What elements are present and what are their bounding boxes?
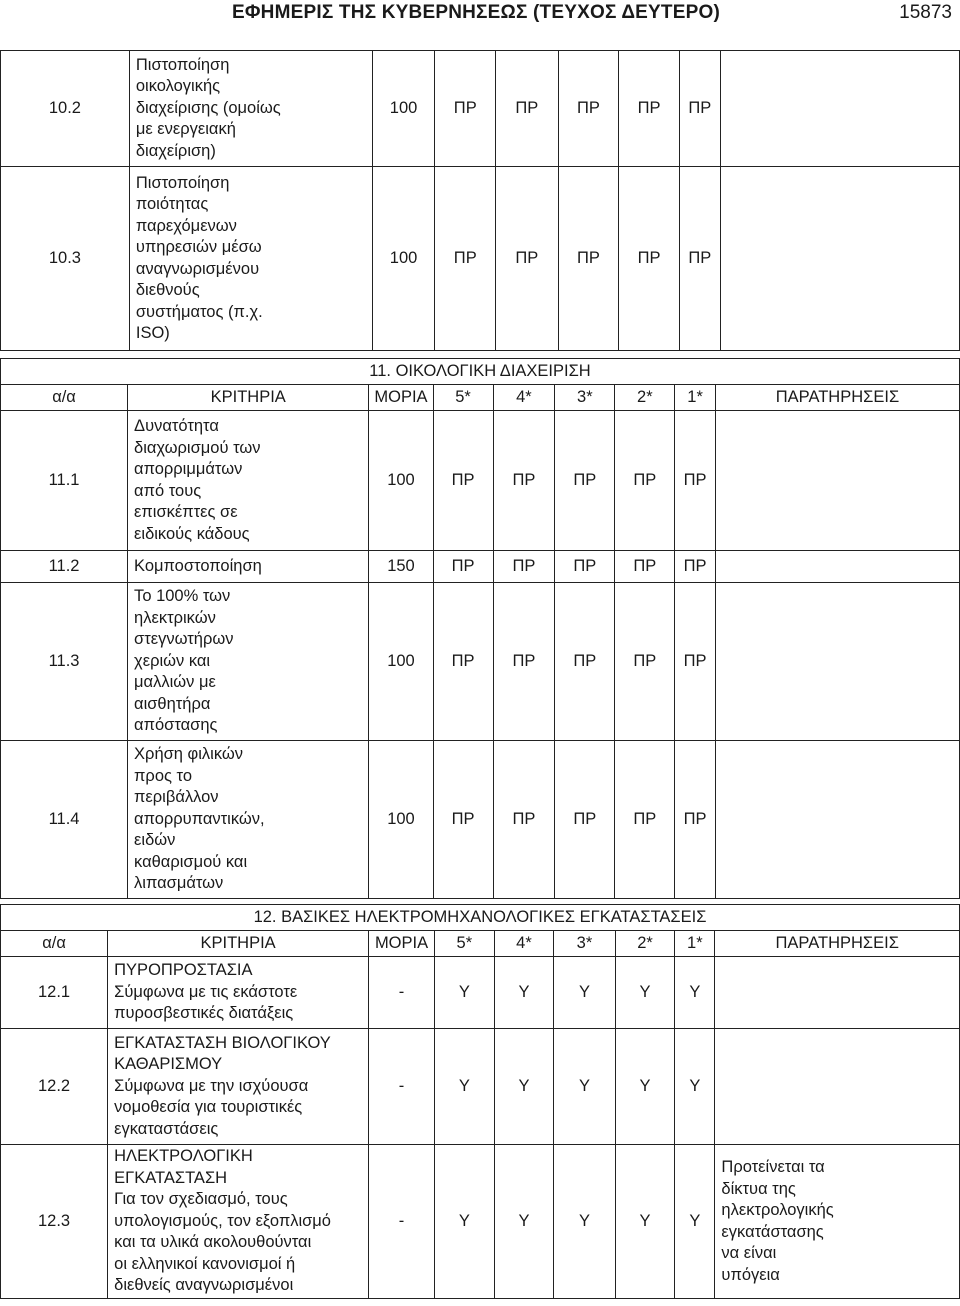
star3-cell: ΠΡ <box>555 583 615 741</box>
criteria-cell: Κομποστοποίηση <box>128 551 369 583</box>
criteria-cell: Χρήση φιλικών προς το περιβάλλον απορρυπαντικών, ειδών καθαρισμού και λιπασμάτων <box>128 741 369 899</box>
notes-cell: Προτείνεται τα δίκτυα της ηλεκτρολογικής εγκατάστασης να είναι υπόγεια <box>715 1145 960 1299</box>
star5-cell: Υ <box>435 1145 495 1299</box>
star5-cell: Υ <box>435 1029 495 1145</box>
row-number: 11.1 <box>1 411 128 551</box>
col-header-points: ΜΟΡΙΑ <box>369 931 435 957</box>
table-row <box>1 1029 960 1145</box>
col-header-criteria: ΚΡΙΤΗΡΙΑ <box>128 385 369 411</box>
col-header-notes: ΠΑΡΑΤΗΡΗΣΕΙΣ <box>715 385 959 411</box>
col-header-3-star: 3* <box>554 931 615 957</box>
notes-cell <box>715 741 959 899</box>
section-title-row <box>1 905 960 931</box>
col-header-3-star: 3* <box>555 385 615 411</box>
table-row <box>1 1145 960 1299</box>
star2-cell: ΠΡ <box>615 741 675 899</box>
criteria-table-section-11 <box>0 358 960 899</box>
star1-cell: Υ <box>675 957 715 1029</box>
points-cell: 100 <box>372 51 435 167</box>
table-row <box>1 957 960 1029</box>
page-number: 15873 <box>899 2 952 23</box>
star4-cell: ΠΡ <box>493 551 555 583</box>
criteria-cell: Πιστοποίηση ποιότητας παρεχόμενων υπηρεσιών μέσω αναγνωρισμένου διεθνούς συστήματος (π.χ. ISO) <box>129 167 372 351</box>
notes-cell <box>715 551 959 583</box>
row-number: 10.2 <box>1 51 130 167</box>
star4-cell: ΠΡ <box>493 411 555 551</box>
points-cell: 150 <box>369 551 433 583</box>
star4-cell: ΠΡ <box>493 741 555 899</box>
star2-cell: ΠΡ <box>615 583 675 741</box>
col-header-5-star: 5* <box>433 385 493 411</box>
star3-cell: Υ <box>554 1029 615 1145</box>
notes-cell <box>720 51 959 167</box>
criteria-cell: ΕΓΚΑΤΑΣΤΑΣΗ ΒΙΟΛΟΓΙΚΟΥ ΚΑΘΑΡΙΣΜΟΥ Σύμφωνα με την ισχύουσα νομοθεσία για τουριστικές εγκαταστάσεις <box>108 1029 369 1145</box>
star1-cell: ΠΡ <box>679 51 720 167</box>
star1-cell: ΠΡ <box>675 551 716 583</box>
col-header-aa: α/α <box>1 385 128 411</box>
criteria-cell: Δυνατότητα διαχωρισμού των απορριμμάτων από τους επισκέπτες σε ειδικούς κάδους <box>128 411 369 551</box>
column-header-row <box>1 931 960 957</box>
criteria-table-section-10 <box>0 50 960 351</box>
row-number: 11.2 <box>1 551 128 583</box>
star4-cell: Υ <box>494 957 554 1029</box>
star4-cell: Υ <box>494 1029 554 1145</box>
star4-cell: Υ <box>494 1145 554 1299</box>
table-row <box>1 551 960 583</box>
star3-cell: ΠΡ <box>555 411 615 551</box>
section-title: 11. ΟΙΚΟΛΟΓΙΚΗ ΔΙΑΧΕΙΡΙΣΗ <box>1 359 960 385</box>
points-cell: - <box>369 1145 435 1299</box>
star2-cell: ΠΡ <box>615 411 675 551</box>
star5-cell: ΠΡ <box>433 411 493 551</box>
table-row <box>1 741 960 899</box>
points-cell: 100 <box>369 411 433 551</box>
star2-cell: ΠΡ <box>615 551 675 583</box>
criteria-table-section-12 <box>0 904 960 1299</box>
star2-cell: Υ <box>615 1029 675 1145</box>
col-header-5-star: 5* <box>435 931 495 957</box>
star1-cell: Υ <box>675 1029 715 1145</box>
row-number: 12.2 <box>1 1029 108 1145</box>
notes-cell <box>720 167 959 351</box>
page-header <box>0 0 960 28</box>
star2-cell: ΠΡ <box>619 167 680 351</box>
col-header-notes: ΠΑΡΑΤΗΡΗΣΕΙΣ <box>715 931 960 957</box>
star5-cell: ΠΡ <box>433 741 493 899</box>
criteria-cell: ΠΥΡΟΠΡΟΣΤΑΣΙΑ Σύμφωνα με τις εκάστοτε πυροσβεστικές διατάξεις <box>108 957 369 1029</box>
table-row <box>1 411 960 551</box>
star5-cell: Υ <box>435 957 495 1029</box>
points-cell: 100 <box>369 741 433 899</box>
star1-cell: ΠΡ <box>675 411 716 551</box>
col-header-1-star: 1* <box>675 385 716 411</box>
section-title-row <box>1 359 960 385</box>
star3-cell: ΠΡ <box>555 741 615 899</box>
notes-cell <box>715 957 960 1029</box>
star2-cell: ΠΡ <box>619 51 680 167</box>
star3-cell: ΠΡ <box>558 167 619 351</box>
col-header-points: ΜΟΡΙΑ <box>369 385 433 411</box>
notes-cell <box>715 1029 960 1145</box>
star2-cell: Υ <box>615 1145 675 1299</box>
col-header-criteria: ΚΡΙΤΗΡΙΑ <box>108 931 369 957</box>
points-cell: 100 <box>369 583 433 741</box>
col-header-2-star: 2* <box>615 931 675 957</box>
star5-cell: ΠΡ <box>433 583 493 741</box>
table-row <box>1 167 960 351</box>
star1-cell: Υ <box>675 1145 715 1299</box>
star1-cell: ΠΡ <box>675 583 716 741</box>
col-header-4-star: 4* <box>494 931 554 957</box>
criteria-cell: ΗΛΕΚΤΡΟΛΟΓΙΚΗ ΕΓΚΑΤΑΣΤΑΣΗ Για τον σχεδιασμό, τους υπολογισμούς, τον εξοπλισμό και τα υλικά ακολουθούνται οι ελληνικοί κανονισμοί ή διεθνείς αναγνωρισμένοι <box>108 1145 369 1299</box>
star1-cell: ΠΡ <box>679 167 720 351</box>
row-number: 11.4 <box>1 741 128 899</box>
points-cell: - <box>369 957 435 1029</box>
star4-cell: ΠΡ <box>496 51 559 167</box>
criteria-cell: Πιστοποίηση οικολογικής διαχείρισης (ομοίως με ενεργειακή διαχείριση) <box>129 51 372 167</box>
star4-cell: ΠΡ <box>496 167 559 351</box>
col-header-4-star: 4* <box>493 385 555 411</box>
table-row <box>1 51 960 167</box>
star3-cell: Υ <box>554 957 615 1029</box>
star5-cell: ΠΡ <box>433 551 493 583</box>
row-number: 10.3 <box>1 167 130 351</box>
table-row <box>1 583 960 741</box>
star3-cell: Υ <box>554 1145 615 1299</box>
notes-cell <box>715 583 959 741</box>
criteria-cell: Το 100% των ηλεκτρικών στεγνωτήρων χεριών και μαλλιών με αισθητήρα απόστασης <box>128 583 369 741</box>
star3-cell: ΠΡ <box>555 551 615 583</box>
points-cell: 100 <box>372 167 435 351</box>
gazette-title: ΕΦΗΜΕΡΙΣ ΤΗΣ ΚΥΒΕΡΝΗΣΕΩΣ (ΤΕΥΧΟΣ ΔΕΥΤΕΡΟ) <box>232 2 720 23</box>
col-header-aa: α/α <box>1 931 108 957</box>
notes-cell <box>715 411 959 551</box>
star4-cell: ΠΡ <box>493 583 555 741</box>
col-header-1-star: 1* <box>675 931 715 957</box>
row-number: 11.3 <box>1 583 128 741</box>
row-number: 12.1 <box>1 957 108 1029</box>
section-title: 12. ΒΑΣΙΚΕΣ ΗΛΕΚΤΡΟΜΗΧΑΝΟΛΟΓΙΚΕΣ ΕΓΚΑΤΑΣΤΑΣΕΙΣ <box>1 905 960 931</box>
star5-cell: ΠΡ <box>435 51 496 167</box>
star5-cell: ΠΡ <box>435 167 496 351</box>
points-cell: - <box>369 1029 435 1145</box>
star2-cell: Υ <box>615 957 675 1029</box>
column-header-row <box>1 385 960 411</box>
star3-cell: ΠΡ <box>558 51 619 167</box>
star1-cell: ΠΡ <box>675 741 716 899</box>
row-number: 12.3 <box>1 1145 108 1299</box>
col-header-2-star: 2* <box>615 385 675 411</box>
